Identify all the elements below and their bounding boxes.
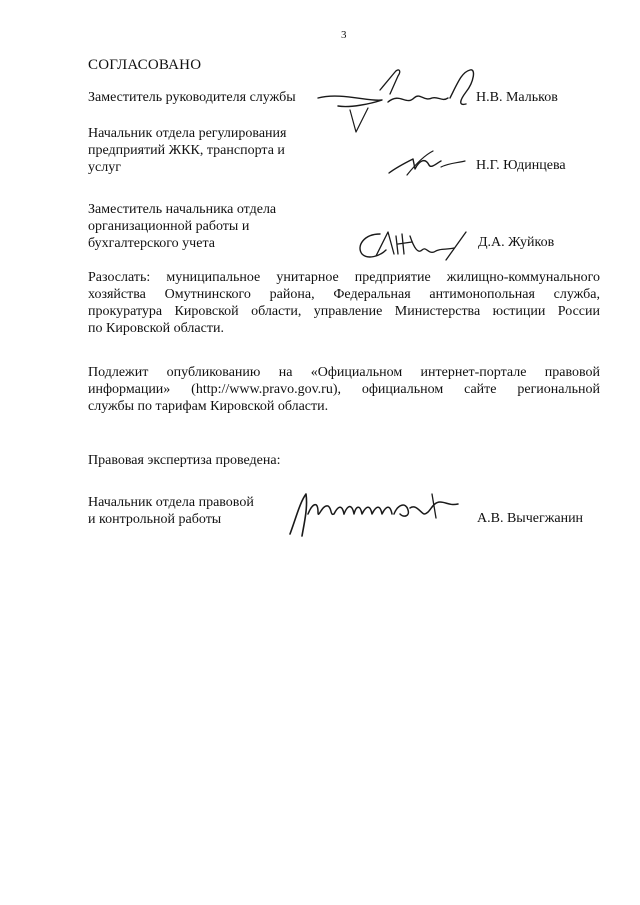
signature-3 bbox=[350, 220, 480, 270]
legal-review-name: А.В. Вычегжанин bbox=[477, 511, 584, 526]
signatory-3-name: Д.А. Жуйков bbox=[478, 235, 555, 250]
distribution-paragraph bbox=[88, 269, 600, 337]
distribution-line: по Кировской области. bbox=[88, 321, 224, 336]
signatory-1-name: Н.В. Мальков bbox=[476, 90, 558, 105]
position-line: бухгалтерского учета bbox=[88, 236, 215, 251]
distribution-line: Разослать: муниципальное унитарное предприятие жилищно-коммунального bbox=[88, 270, 600, 285]
position-line: предприятий ЖКК, транспорта и bbox=[88, 143, 285, 158]
distribution-line: прокуратура Кировской области, управление Министерства юстиции России bbox=[88, 304, 600, 319]
signatory-1-position bbox=[88, 89, 296, 106]
page-number: 3 bbox=[341, 29, 347, 41]
publication-line: службы по тарифам Кировской области. bbox=[88, 399, 329, 414]
position-line: Начальник отдела регулирования bbox=[88, 126, 287, 141]
position-line: организационной работы и bbox=[88, 219, 250, 234]
approval-title: СОГЛАСОВАНО bbox=[88, 57, 202, 73]
signatory-2-position bbox=[88, 125, 286, 176]
position-line: Заместитель руководителя службы bbox=[88, 90, 296, 105]
legal-review-position bbox=[88, 494, 254, 528]
distribution-line: хозяйства Омутнинского района, Федеральная антимонопольная служба, bbox=[88, 287, 600, 302]
legal-review-title: Правовая экспертиза проведена: bbox=[88, 453, 281, 468]
position-line: и контрольной работы bbox=[88, 512, 222, 527]
publication-line: Подлежит опубликованию на «Официальном интернет-портале правовой bbox=[88, 365, 600, 380]
signature-2 bbox=[385, 145, 475, 185]
position-line: услуг bbox=[88, 160, 121, 175]
signatory-2-name: Н.Г. Юдинцева bbox=[476, 158, 566, 173]
signature-4 bbox=[282, 484, 472, 544]
publication-paragraph bbox=[88, 364, 600, 415]
signature-1 bbox=[310, 62, 480, 142]
publication-line: информации» (http://www.pravo.gov.ru), официальном сайте региональной bbox=[88, 382, 600, 397]
signatory-3-position bbox=[88, 201, 276, 252]
position-line: Заместитель начальника отдела bbox=[88, 202, 277, 217]
position-line: Начальник отдела правовой bbox=[88, 495, 254, 510]
